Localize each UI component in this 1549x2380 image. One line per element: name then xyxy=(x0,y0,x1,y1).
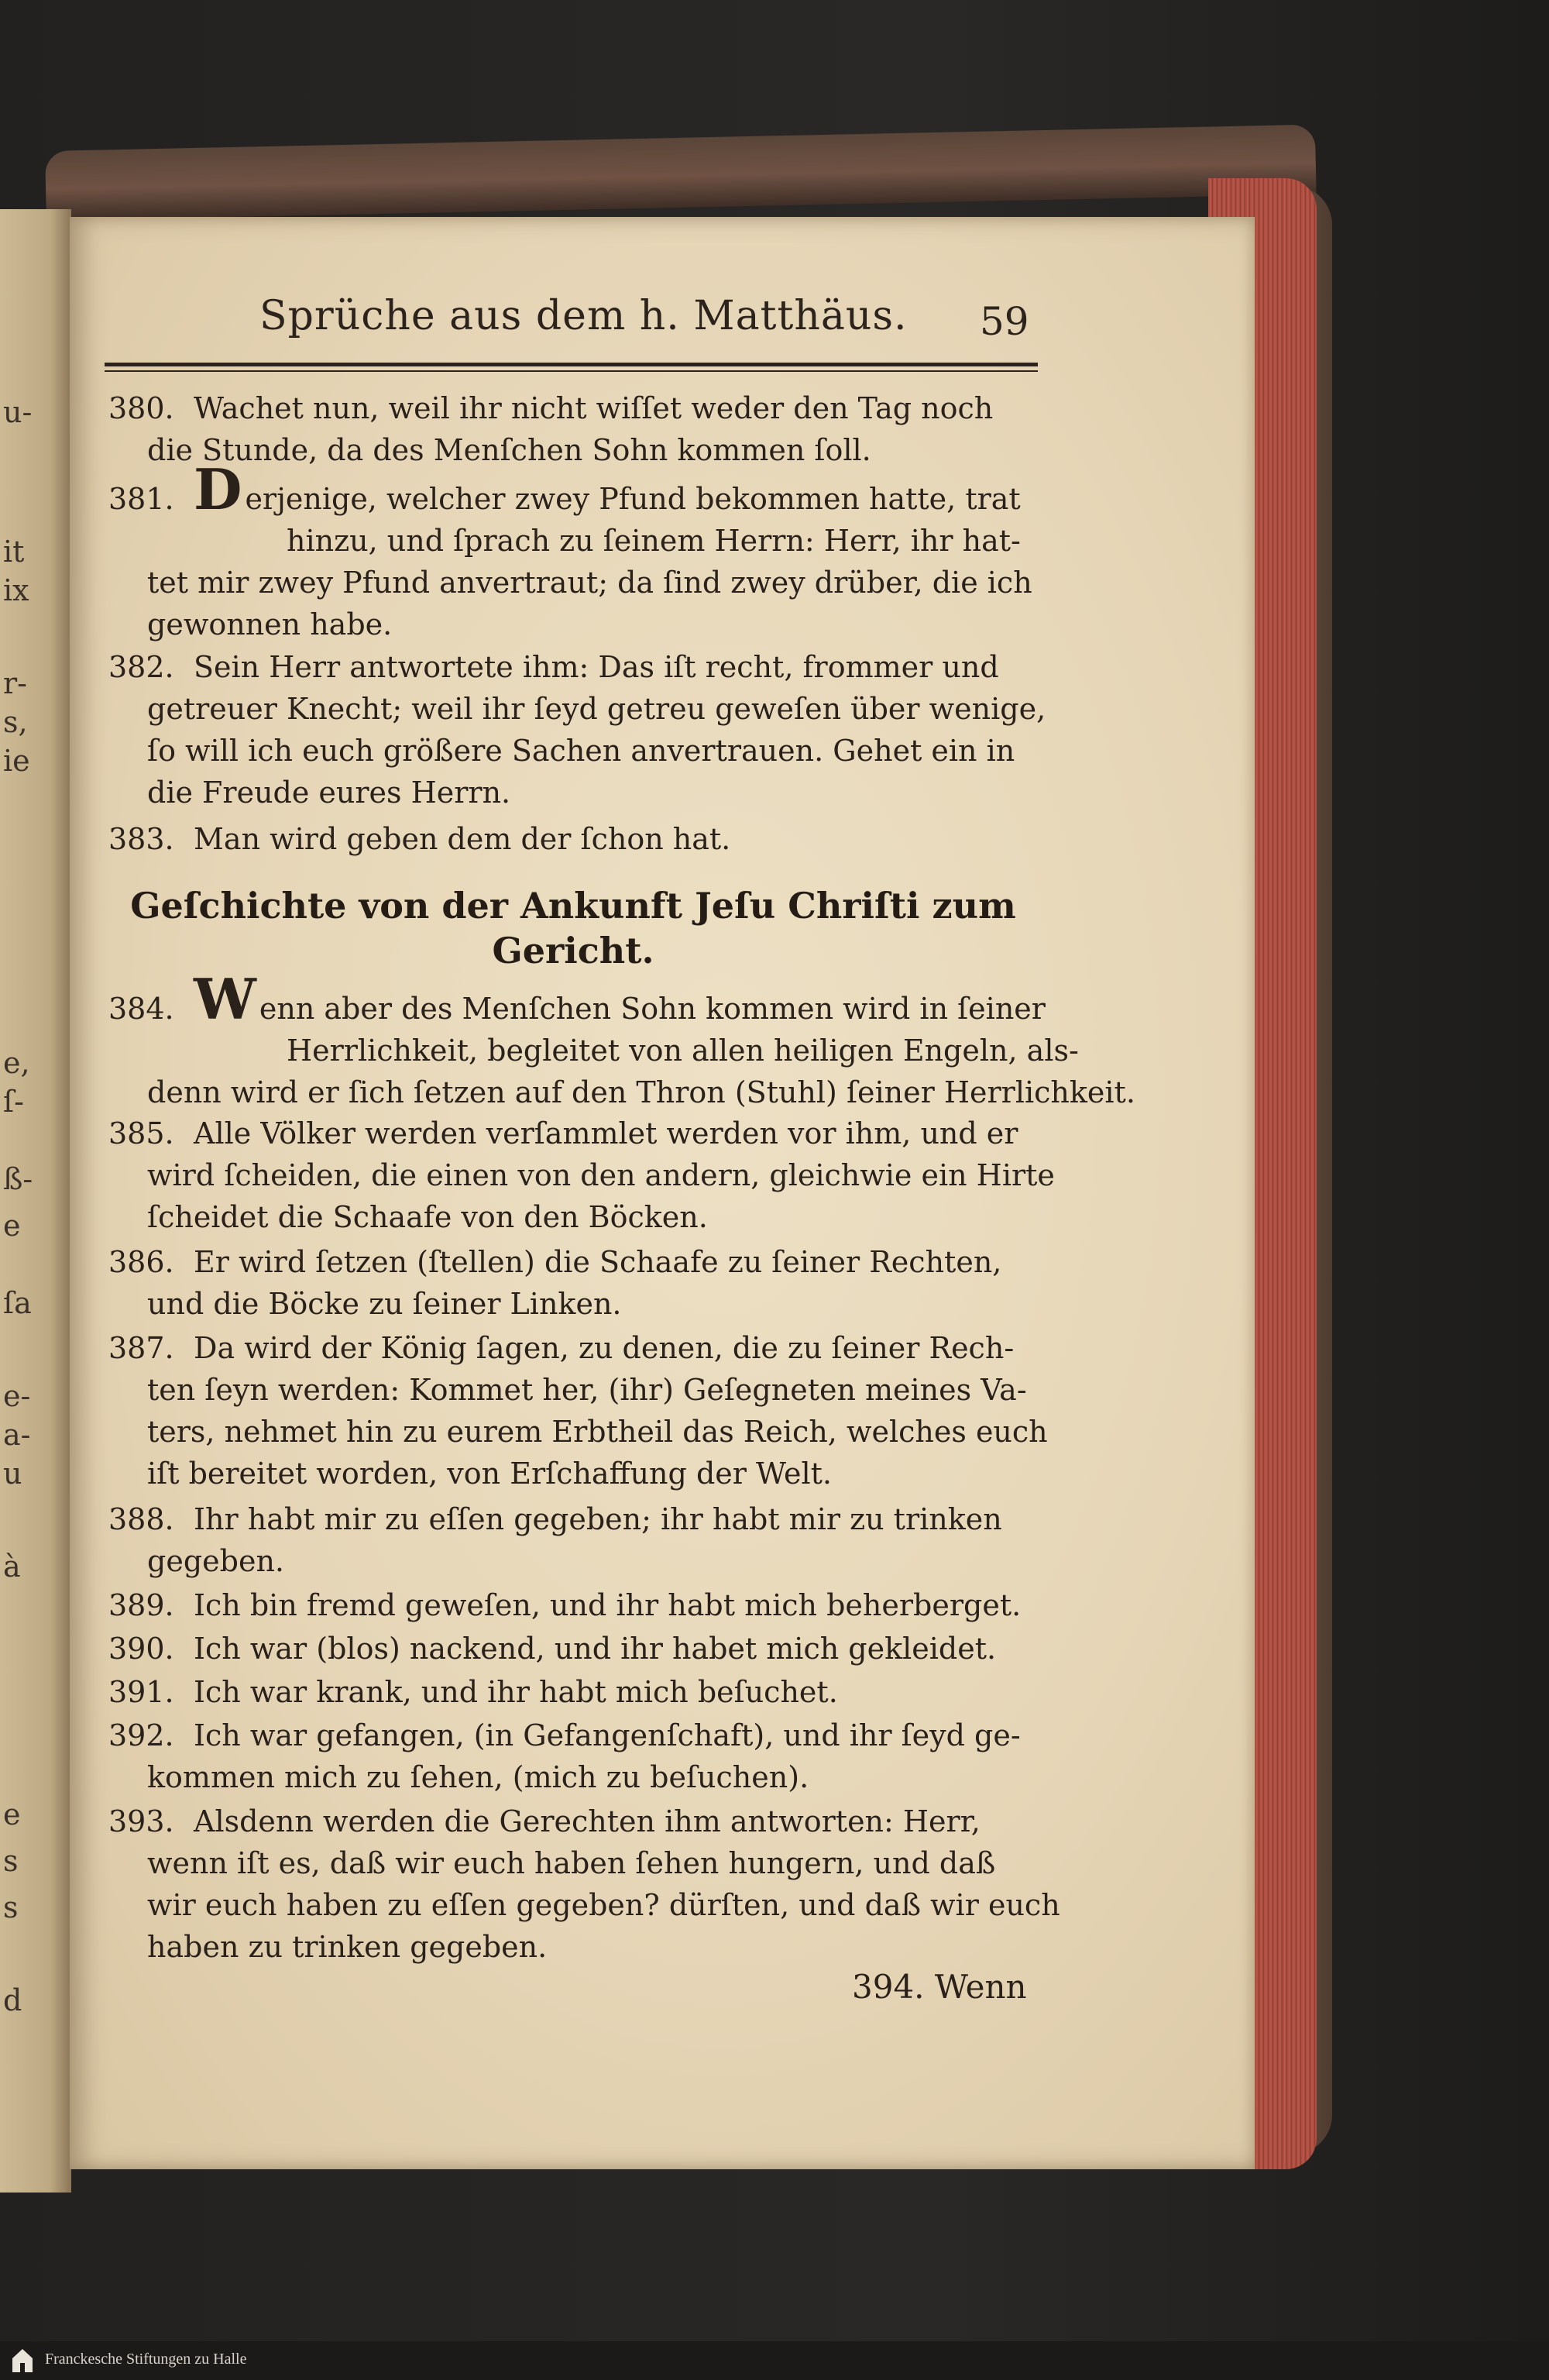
left-page-fragment: ix xyxy=(3,573,29,607)
verse-text: ſo will ich euch größere Sachen anvertrauen. Gehet ein in xyxy=(147,734,1015,768)
verse-number: 389. xyxy=(108,1588,174,1622)
verse-text: Da wird der König ſagen, zu denen, die zu ſeiner Rech- xyxy=(194,1331,1015,1365)
verse-line xyxy=(108,604,1038,645)
verse-line xyxy=(108,1714,1038,1756)
verse-text: Er wird ſetzen (ſtellen) die Schaafe zu ſeiner Rechten, xyxy=(194,1245,1002,1279)
verse-text: ters, nehmet hin zu eurem Erbtheil das Reich, welches euch xyxy=(147,1415,1048,1449)
verse-line xyxy=(108,1453,1038,1494)
left-page-fragment: s, xyxy=(3,705,28,739)
verse-number: 384. xyxy=(108,992,174,1026)
verse-line xyxy=(108,1327,1038,1369)
verse-number: 385. xyxy=(108,1116,174,1150)
verse-text: Ich bin fremd geweſen, und ihr habt mich beherberget. xyxy=(194,1588,1022,1622)
verse-number: 380. xyxy=(108,391,174,425)
verse-text: ten ſeyn werden: Kommet her, (ihr) Geſegneten meines Va- xyxy=(147,1373,1027,1407)
left-page-fragment: e xyxy=(3,1797,21,1831)
verse-number: 393. xyxy=(108,1804,174,1838)
verse-line xyxy=(108,1671,1038,1713)
left-page-fragment: s xyxy=(3,1890,19,1924)
verse-line xyxy=(108,818,1038,860)
footer-credit: Franckesche Stiftungen zu Halle xyxy=(45,2351,247,2368)
footer-bar xyxy=(0,2341,1549,2380)
institution-logo-icon xyxy=(11,2347,34,2374)
verse-number: 383. xyxy=(108,822,174,856)
verse-line xyxy=(108,688,1046,730)
verse-line xyxy=(108,1584,1038,1626)
left-page-fragment: ie xyxy=(3,744,30,778)
verse-line xyxy=(108,1411,1048,1453)
verse xyxy=(108,1113,1055,1238)
verse-line xyxy=(108,1196,1038,1238)
left-page-fragment: ſ- xyxy=(3,1085,24,1119)
verse xyxy=(108,456,1038,645)
verse-text: Sein Herr antwortete ihm: Das iſt recht, frommer und xyxy=(194,650,999,684)
left-page-fragment: e- xyxy=(3,1379,31,1413)
verse-line xyxy=(108,1283,1038,1325)
verse xyxy=(108,818,1038,860)
running-header: Sprüche aus dem h. Matthäus. xyxy=(259,293,908,339)
verse xyxy=(108,1800,1060,1968)
verse-number: 390. xyxy=(108,1632,174,1666)
verse-line xyxy=(108,1071,1135,1113)
verse-line xyxy=(108,1540,1038,1582)
verse xyxy=(108,1241,1038,1325)
verse-text: gewonnen habe. xyxy=(147,607,393,641)
verse-text: und die Böcke zu ſeiner Linken. xyxy=(147,1287,622,1321)
verse-text: wird ſcheiden, die einen von den andern, gleichwie ein Hirte xyxy=(147,1158,1055,1192)
section-title-line: Gericht. xyxy=(492,930,654,972)
verse-text: enn aber des Menſchen Sohn kommen wird in ſeiner xyxy=(259,992,1046,1026)
verse-line xyxy=(108,1113,1038,1154)
section-title-line: Geſchichte von der Ankunft Jeſu Chriſti zum xyxy=(130,885,1016,927)
verse-line xyxy=(108,1884,1060,1926)
verse-line xyxy=(108,1241,1038,1283)
verse xyxy=(108,1671,1038,1713)
left-page-fragment: ß- xyxy=(3,1162,33,1196)
verse-text: wenn iſt es, daß wir euch haben ſehen hungern, und daß xyxy=(147,1846,996,1880)
left-page-fragment: r- xyxy=(3,666,28,700)
left-page-fragment: d xyxy=(3,1983,22,2017)
verse-text: Herrlichkeit, begleitet von allen heiligen Engeln, als- xyxy=(287,1034,1079,1068)
verse-line xyxy=(108,1369,1038,1411)
verse-number: 392. xyxy=(108,1718,174,1752)
verse-line xyxy=(108,1800,1038,1842)
verse-number: 382. xyxy=(108,650,174,684)
verse xyxy=(108,646,1046,813)
header-rule xyxy=(105,363,1038,366)
verse-line xyxy=(108,1628,1038,1670)
verse-text: hinzu, und ſprach zu ſeinem Herrn: Herr, ihr hat- xyxy=(287,524,1021,558)
drop-cap: W xyxy=(194,966,256,1032)
verse-text: kommen mich zu ſehen, (mich zu beſuchen). xyxy=(147,1760,809,1794)
verse-number: 391. xyxy=(108,1675,174,1709)
left-page-fragment: ſa xyxy=(3,1286,32,1320)
verse-line xyxy=(108,1154,1055,1196)
drop-cap: D xyxy=(194,456,242,522)
verse xyxy=(108,966,1135,1113)
verse xyxy=(108,1714,1038,1798)
verse-line xyxy=(108,1498,1038,1540)
header-rule-thin xyxy=(105,370,1038,372)
verse-line xyxy=(108,1842,1038,1884)
verse-number: 388. xyxy=(108,1502,174,1536)
left-page-fragment: it xyxy=(3,535,25,569)
left-page-fragment: a- xyxy=(3,1418,31,1452)
verse xyxy=(108,1584,1038,1626)
section-title xyxy=(108,883,1038,973)
left-page-fragment: u xyxy=(3,1457,22,1491)
left-page-fragment: s xyxy=(3,1844,19,1878)
left-page-fragment: e, xyxy=(3,1046,30,1080)
verse-line xyxy=(108,1756,1038,1798)
verse-text: tet mir zwey Pfund anvertraut; da ſind zwey drüber, die ich xyxy=(147,566,1032,600)
verse-number: 386. xyxy=(108,1245,174,1279)
verse-text: Ich war gefangen, (in Gefangenſchaft), und ihr ſeyd ge- xyxy=(194,1718,1021,1752)
verse-text: gegeben. xyxy=(147,1544,284,1578)
verse xyxy=(108,1628,1038,1670)
verse-line xyxy=(108,646,1038,688)
verse-text: Wachet nun, weil ihr nicht wiſſet weder den Tag noch xyxy=(194,391,994,425)
verse-text: die Stunde, da des Menſchen Sohn kommen ſoll. xyxy=(147,433,871,467)
catchword: 394. Wenn xyxy=(852,1968,1027,2006)
verse-line xyxy=(108,520,1038,562)
verse-text: getreuer Knecht; weil ihr ſeyd getreu geweſen über wenige, xyxy=(147,692,1046,726)
verse-text: Ich war krank, und ihr habt mich beſuchet. xyxy=(194,1675,838,1709)
verse-line xyxy=(108,562,1038,604)
verse-line xyxy=(108,456,1038,522)
verse-text: Man wird geben dem der ſchon hat. xyxy=(194,822,731,856)
verse-line xyxy=(108,1926,1038,1968)
page-number: 59 xyxy=(980,299,1029,344)
verse-text: die Freude eures Herrn. xyxy=(147,776,511,810)
verse-text: iſt bereitet worden, von Erſchaffung der Welt. xyxy=(147,1457,832,1491)
verse xyxy=(108,1498,1038,1582)
left-page-fragment: u- xyxy=(3,395,33,429)
verse-text: Ich war (blos) nackend, und ihr habet mich gekleidet. xyxy=(194,1632,997,1666)
verse-line xyxy=(108,966,1046,1032)
left-page-fragment: e xyxy=(3,1209,21,1243)
verse-line xyxy=(108,772,1038,813)
verse xyxy=(108,1327,1048,1494)
verse-text: ſcheidet die Schaafe von den Böcken. xyxy=(147,1200,708,1234)
verse-number: 387. xyxy=(108,1331,174,1365)
verse-line xyxy=(108,429,1038,471)
verse-number: 381. xyxy=(108,482,174,516)
verse-text: wir euch haben zu eſſen gegeben? dürſten, und daß wir euch xyxy=(147,1888,1060,1922)
verse-text: haben zu trinken gegeben. xyxy=(147,1930,548,1964)
verse xyxy=(108,387,1038,471)
left-facing-page xyxy=(0,209,71,2193)
verse-text: Ihr habt mir zu eſſen gegeben; ihr habt mir zu trinken xyxy=(194,1502,1002,1536)
verse-line xyxy=(108,1030,1079,1071)
verse-text: Alle Völker werden verſammlet werden vor ihm, und er xyxy=(194,1116,1018,1150)
verse-line xyxy=(108,730,1038,772)
left-page-fragment: à xyxy=(3,1549,21,1584)
verse-text: denn wird er ſich ſetzen auf den Thron (Stuhl) ſeiner Herrlichkeit. xyxy=(147,1075,1135,1109)
verse-text: Alsdenn werden die Gerechten ihm antworten: Herr, xyxy=(194,1804,981,1838)
verse-text: erjenige, welcher zwey Pfund bekommen hatte, trat xyxy=(245,482,1021,516)
verse-line xyxy=(108,387,1038,429)
